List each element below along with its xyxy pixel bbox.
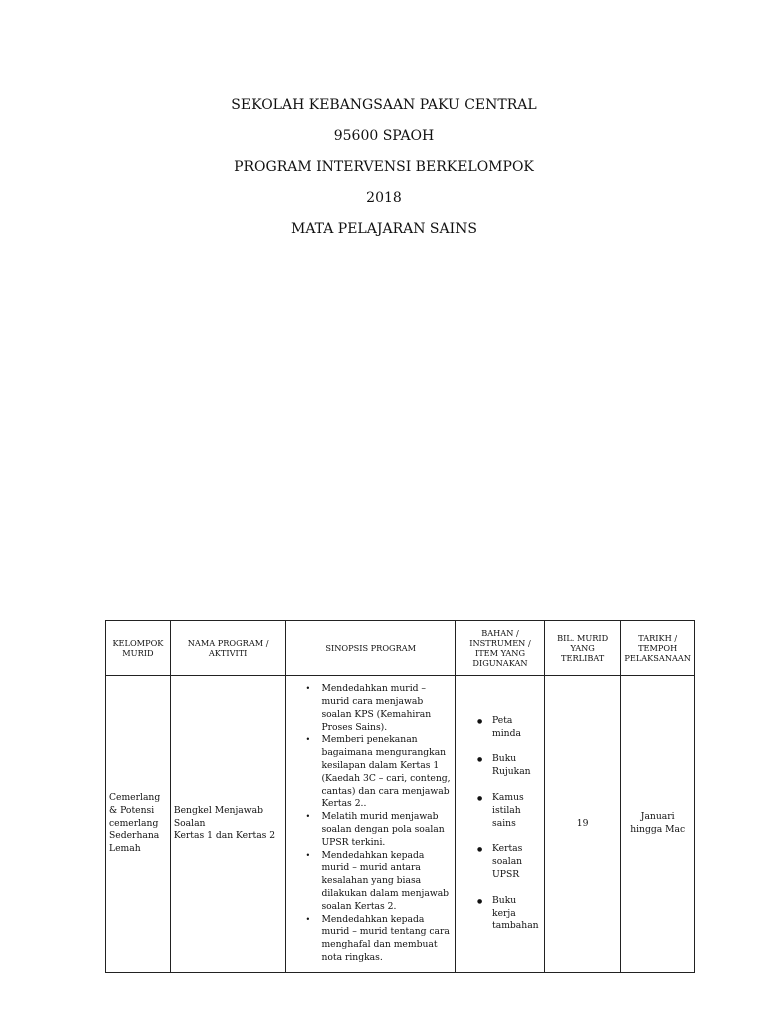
school-postcode: 95600 SPAOH bbox=[333, 128, 435, 144]
subject-title: MATA PELAJARAN SAINS bbox=[290, 221, 477, 237]
header-nama-program: NAMA PROGRAM / AKTIVITI bbox=[170, 621, 286, 676]
bahan-list bbox=[459, 715, 541, 933]
header-kelompok: KELOMPOK MURID bbox=[106, 621, 171, 676]
nama-program-line: Kertas 1 dan Kertas 2 bbox=[173, 830, 276, 842]
list-item: • Mendedahkan kepada murid – murid antara kesalahan yang biasa dilakukan dalam menjawab soalan Kertas 2. bbox=[321, 850, 452, 914]
cell-nama-program bbox=[170, 676, 286, 973]
list-item: • Melatih murid menjawab soalan dengan pola soalan UPSR terkini. bbox=[321, 811, 452, 849]
document-header bbox=[0, 90, 768, 245]
cell-sinopsis bbox=[286, 676, 456, 973]
nama-program-line: Bengkel Menjawab Soalan bbox=[173, 804, 264, 829]
table-row bbox=[106, 676, 695, 973]
list-item: • Mendedahkan murid – murid cara menjawab soalan KPS (Kemahiran Proses Sains). bbox=[321, 683, 452, 734]
cell-kelompok: Cemerlang & Potensi cemerlang Sederhana Lemah bbox=[106, 676, 171, 973]
header-bil-murid: BIL. MURID YANG TERLIBAT bbox=[544, 621, 620, 676]
list-item: ● Buku kerja tambahan bbox=[492, 895, 541, 933]
program-year: 2018 bbox=[366, 190, 402, 206]
header-tarikh: TARIKH / TEMPOH PELAKSANAAN bbox=[621, 621, 695, 676]
list-item: • Mendedahkan kepada murid – murid tentang cara menghafal dan membuat nota ringkas. bbox=[321, 914, 452, 965]
list-item: ● Kertas soalan UPSR bbox=[492, 843, 541, 881]
header-sinopsis: SINOPSIS PROGRAM bbox=[286, 621, 456, 676]
program-title: PROGRAM INTERVENSI BERKELOMPOK bbox=[234, 159, 534, 175]
program-table bbox=[105, 620, 695, 973]
list-item: ● Peta minda bbox=[492, 715, 541, 741]
list-item: ● Buku Rujukan bbox=[492, 753, 541, 779]
list-item: • Memberi penekanan bagaimana mengurangkan kesilapan dalam Kertas 1 (Kaedah 3C – cari, conteng, cantas) dan cara menjawab Kertas 2.. bbox=[321, 734, 452, 811]
list-item: ● Kamus istilah sains bbox=[492, 792, 541, 830]
sinopsis-list bbox=[289, 683, 452, 965]
cell-bahan bbox=[456, 676, 545, 973]
header-bahan: BAHAN / INSTRUMEN / ITEM YANG DIGUNAKAN bbox=[456, 621, 545, 676]
table-header-row bbox=[106, 621, 695, 676]
school-name: SEKOLAH KEBANGSAAN PAKU CENTRAL bbox=[231, 97, 537, 113]
cell-tarikh: Januari hingga Mac bbox=[621, 676, 695, 973]
cell-bil-murid: 19 bbox=[544, 676, 620, 973]
